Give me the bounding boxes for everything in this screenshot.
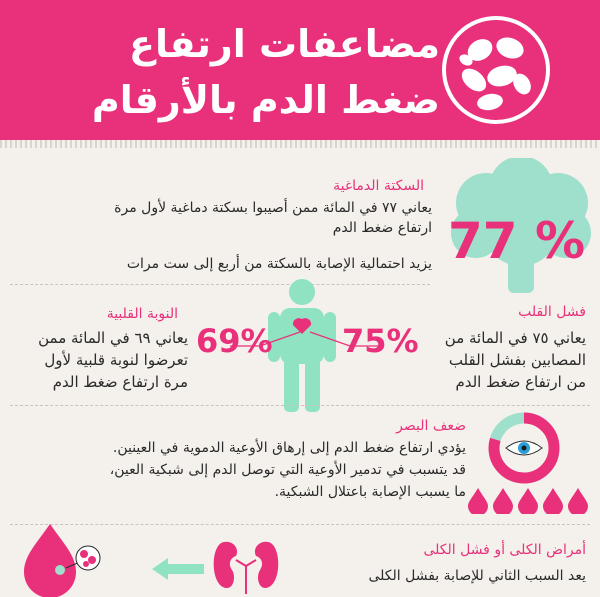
divider [10,405,590,406]
heart-attack-line1: يعاني ٦٩ في المائة ممن [38,329,188,347]
heart-failure-line3: من ارتفاع ضغط الدم [455,373,586,391]
heart-attack-percent: 69% [196,322,273,360]
divider [10,284,430,285]
vision-line3: ما يسبب الإصابة باعتلال الشبكية. [274,484,466,500]
eye-ring-icon [486,410,562,486]
stroke-line3: يزيد احتمالية الإصابة بالسكتة من أربع إلى ست مرات [126,256,432,272]
kidney-title: أمراض الكلى أو فشل الكلى [423,542,586,558]
heart-failure-title: فشل القلب [518,304,586,320]
stroke-title: السكتة الدماغية [333,178,424,194]
heart-attack-title: النوبة القلبية [106,306,178,322]
vision-title: ضعف البصر [396,418,466,434]
header-banner [0,0,600,140]
heart-failure-line1: يعاني ٧٥ في المائة من [444,329,586,347]
stroke-line2: ارتفاع ضغط الدم [332,220,432,236]
heart-failure-line2: المصابين بفشل القلب [448,351,586,369]
arrow-icon [150,556,206,582]
page-title-line2: ضغط الدم بالأرقام [91,78,440,122]
stroke-line1: يعاني ٧٧ في المائة ممن أصيبوا بسكتة دماغية لأول مرة [114,200,432,216]
header-divider [0,140,600,148]
vision-line2: قد يتسبب في تدمير الأوعية التي توصل الدم إلى شبكية العين، [109,462,466,478]
vision-line1: يؤدي ارتفاع ضغط الدم إلى إرهاق الأوعية الدموية في العينين. [112,440,466,456]
blood-drops-icon [466,486,596,514]
page-title-line1: مضاعفات ارتفاع [129,22,440,66]
heart-failure-percent: 75% [342,322,419,360]
heart-attack-line3: مرة ارتفاع ضغط الدم [52,373,188,391]
heart-attack-line2: تعرضوا لنوبة قلبية لأول [44,351,188,369]
stroke-percent: 77 % [448,212,586,270]
blood-cells-icon [440,14,552,126]
blood-drop-cells-icon [16,522,112,597]
kidney-line1: يعد السبب الثاني للإصابة بفشل الكلى [368,568,586,584]
